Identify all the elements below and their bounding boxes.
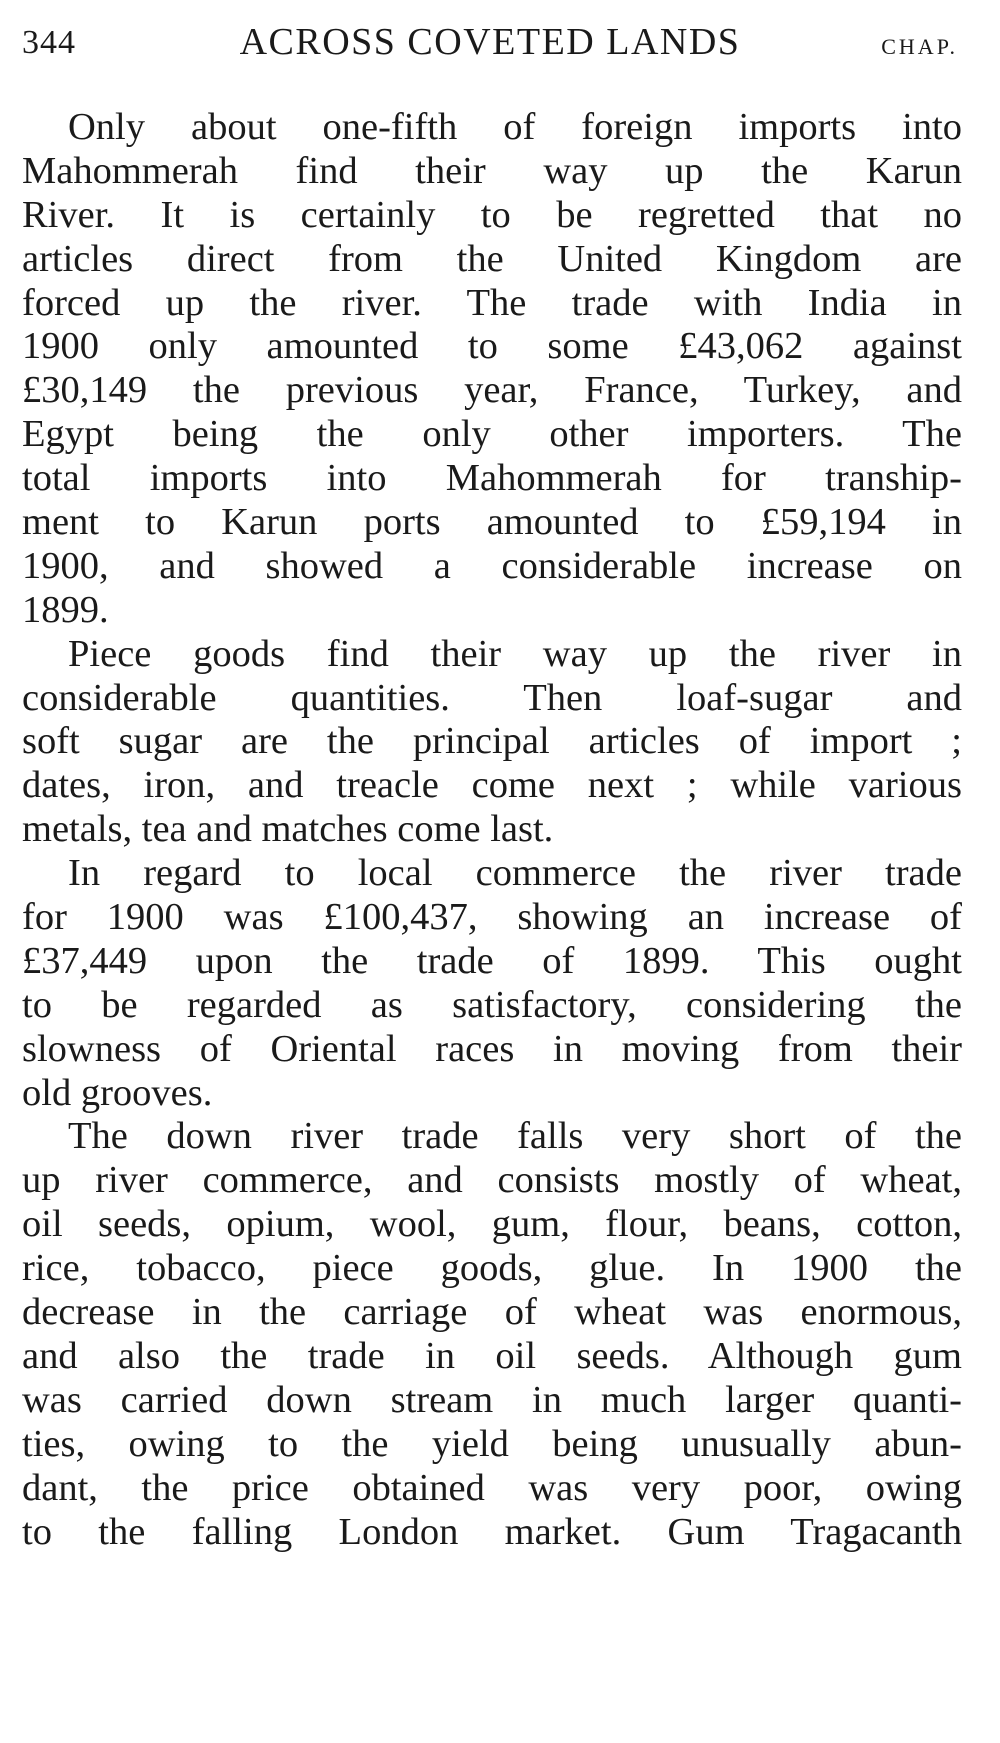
text-line: In regard to local commerce the river trade [68, 852, 962, 895]
text-line: £37,449 upon the trade of 1899. This ought [22, 939, 962, 982]
text-line: oil seeds, opium, wool, gum, flour, beans, cotton, [22, 1203, 962, 1246]
text-line: forced up the river. The trade with India in [22, 281, 962, 324]
text-line: 1899. [22, 588, 109, 631]
text-line: ties, owing to the yield being unusually abun- [22, 1422, 962, 1465]
text-line: £30,149 the previous year, France, Turkey, and [22, 369, 962, 412]
text-line: River. It is certainly to be regretted that no [22, 193, 962, 236]
text-line: slowness of Oriental races in moving from their [22, 1027, 962, 1070]
text-line: up river commerce, and consists mostly of wheat, [22, 1159, 962, 1202]
text-line: to be regarded as satisfactory, considering the [22, 983, 962, 1026]
text-line: 1900 only amounted to some £43,062 against [22, 325, 962, 368]
chapter-mark: CHAP. [881, 34, 958, 59]
text-line: for 1900 was £100,437, showing an increase of [22, 896, 962, 939]
text-line: ment to Karun ports amounted to £59,194 in [22, 501, 962, 544]
text-line: Piece goods find their way up the river in [68, 632, 962, 675]
text-line: dant, the price obtained was very poor, owing [22, 1466, 962, 1509]
text-line: dates, iron, and treacle come next ; while various [22, 764, 962, 807]
text-line: Only about one-fifth of foreign imports into [68, 106, 962, 148]
text-line: considerable quantities. Then loaf-sugar and [22, 676, 962, 719]
running-header [22, 14, 958, 70]
text-line: The down river trade falls very short of the [68, 1115, 962, 1158]
text-line: old grooves. [22, 1071, 213, 1114]
page-number: 344 [22, 24, 76, 61]
text-line: and also the trade in oil seeds. Although gum [22, 1334, 962, 1377]
text-line: soft sugar are the principal articles of import ; [22, 720, 962, 763]
text-line: to the falling London market. Gum Tragacanth [22, 1510, 962, 1553]
body-text [22, 106, 962, 1554]
text-line: metals, tea and matches come last. [22, 808, 554, 851]
text-line: 1900, and showed a considerable increase on [22, 544, 962, 587]
text-line: Mahommerah find their way up the Karun [22, 149, 962, 192]
text-line: was carried down stream in much larger quanti- [22, 1378, 962, 1421]
text-line: total imports into Mahommerah for tranship- [22, 457, 962, 500]
text-line: rice, tobacco, piece goods, glue. In 1900 the [22, 1247, 962, 1290]
running-title: ACROSS COVETED LANDS [239, 21, 741, 63]
text-line: Egypt being the only other importers. The [22, 413, 962, 456]
text-line: decrease in the carriage of wheat was enormous, [22, 1291, 962, 1334]
text-line: articles direct from the United Kingdom are [22, 237, 962, 280]
